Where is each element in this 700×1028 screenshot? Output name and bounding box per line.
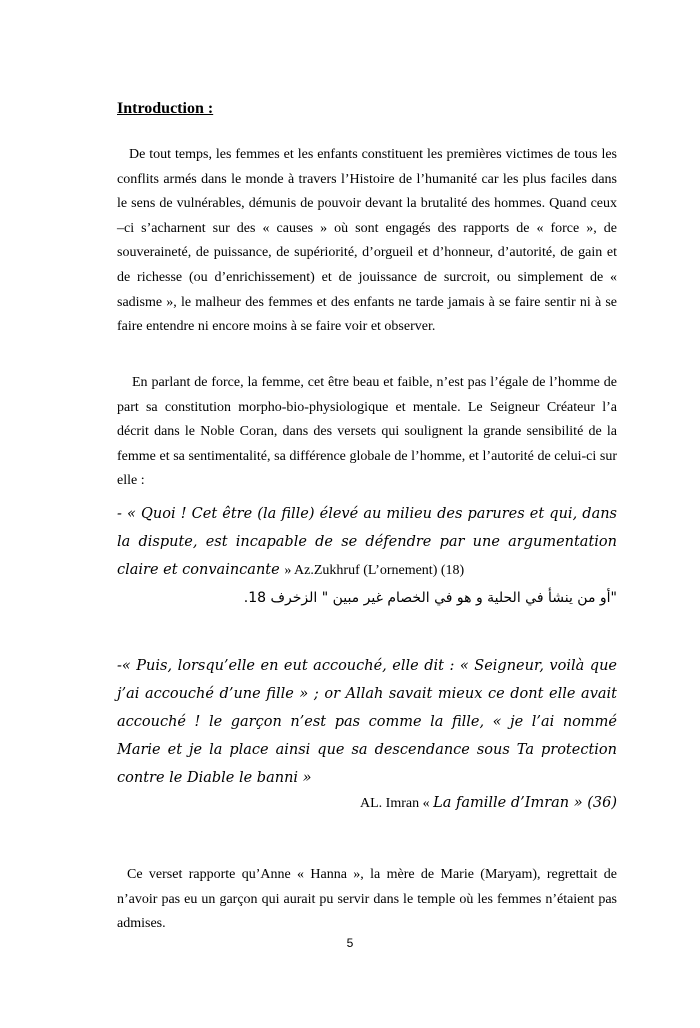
page-number: 5 xyxy=(346,936,354,950)
arabic-verse: "أو من ينشأ في الحلية و هو في الخصام غير مبين " الزخرف 18. xyxy=(243,590,617,606)
paragraph-intro: De tout temps, les femmes et les enfants constituent les premières victimes de tous les conflits armés dans le monde à travers l’Histoire de l’humanité car les plus faciles dans le sens de vulnérables, démunis de pouvoir devant la brutalité des hommes. Quand ceux –ci s’acharnent sur des « causes » où sont engagés des rapports de « force », de souveraineté, de puissance, de supériorité, d’orgueil et d’honneur, d’autorité, de gain et de richesse (ou d’enrichissement) et de jouissance de surcroit, ou simplement de « sadisme », le malheur des femmes et des enfants ne tarde jamais à se faire sentir ni à se faire entendre ni encore moins à se faire voir et observer. xyxy=(117,147,617,335)
citation-imran xyxy=(360,795,617,812)
quote-zukhruf xyxy=(117,500,617,585)
quote-zukhruf-text: - « Quoi ! Cet être (la fille) élevé au milieu des parures et qui, dans la dispute, est incapable de se défendre par une argumentation claire et convaincante xyxy=(117,506,617,578)
quote-zukhruf-reference: » Az.Zukhruf (L’ornement) (18) xyxy=(284,563,465,578)
paragraph-force: En parlant de force, la femme, cet être beau et faible, n’est pas l’égale de l’homme de part sa constitution morpho-bio-physiologique et mentale. Le Seigneur Créateur l’a décrit dans le Noble Coran, dans des versets qui soulignent la grande sensibilité de la femme et sa sentimentalité, sa différence globale de l’homme, et l’autorité de celui-ci sur elle : xyxy=(117,375,617,489)
section-heading: Introduction : xyxy=(117,100,214,117)
citation-title: La famille d’Imran » (36) xyxy=(433,795,617,811)
citation-prefix: AL. Imran « xyxy=(360,796,430,811)
quote-imran: -« Puis, lorsqu’elle en eut accouché, elle dit : « Seigneur, voilà que j’ai accouché d’une fille » ; or Allah savait mieux ce dont elle avait accouché ! le garçon n’est pas comme la fille, « je l’ai nommé Marie et je la place ainsi que sa descendance sous Ta protection contre le Diable le banni » xyxy=(117,658,617,786)
paragraph-verse-explanation: Ce verset rapporte qu’Anne « Hanna », la mère de Marie (Maryam), regrettait de n’avoir pas eu un garçon qui aurait pu servir dans le temple où les femmes n’étaient pas admises. xyxy=(117,867,617,932)
